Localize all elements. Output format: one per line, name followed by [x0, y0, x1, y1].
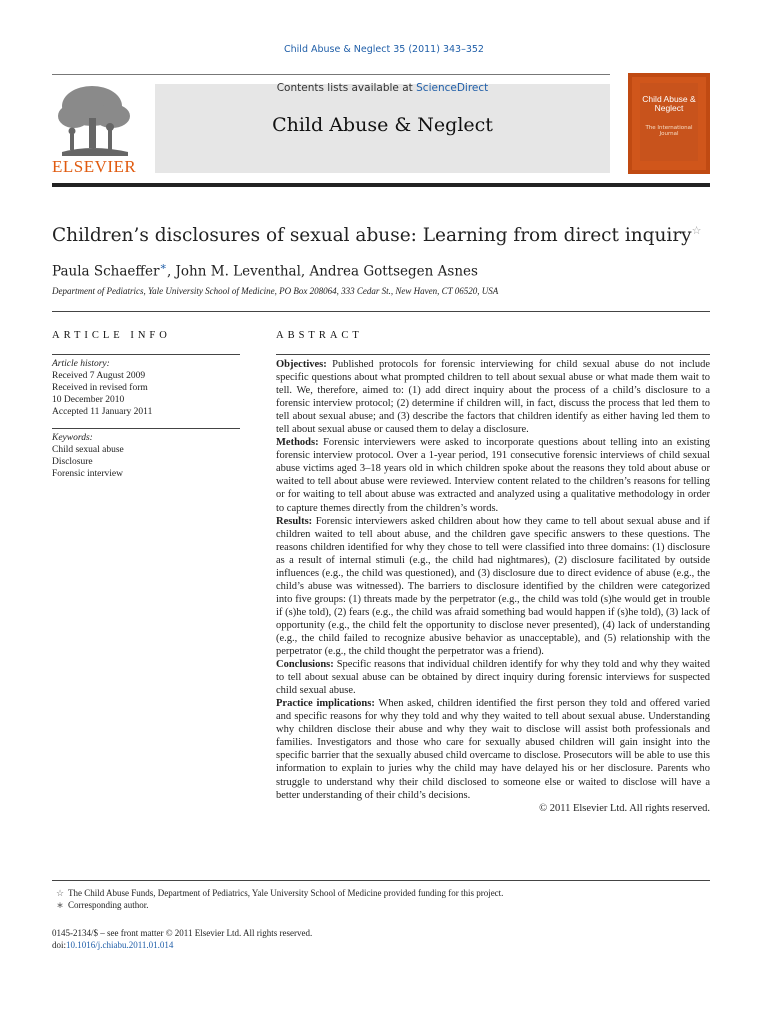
- objectives-text: Published protocols for forensic interviewing for child sexual abuse do not include specific questions about what prompted children to tell about sexual abuse or what made them wait to tell. We, therefore, aimed to: (1) add direct inquiry about the process of a child’s disclosure to a forensic interview protocol; (2) determine if children will, in fact, discuss the process that led them to tell about sexual abuse; and (3) describe the factors that children identify as either having led them to tell about sexual abuse or caused them to delay a disclosure.: [276, 359, 711, 436]
- contents-availability: [155, 82, 610, 94]
- history-label: Article history:: [52, 359, 110, 369]
- practice-label: Practice implications:: [276, 698, 375, 710]
- elsevier-wordmark[interactable]: ELSEVIER: [52, 157, 137, 176]
- conclusions-text: Specific reasons that individual children identify for why they told and why they waited to tell about sexual abuse can be obtained by direct inquiry during forensic interviews for suspected child sexual abuse.: [276, 659, 710, 697]
- corresponding-author-mark[interactable]: ∗: [159, 260, 167, 273]
- keywords: [52, 432, 240, 480]
- doi-prefix: doi:: [52, 940, 67, 950]
- author-list: [52, 260, 478, 280]
- abstract-conclusions: [276, 658, 710, 697]
- results-text: Forensic interviewers asked children about how they came to tell about sexual abuse and if children waited to tell about abuse, and the children gave specific answers to these questions. The reasons children identified for why they chose to tell were classified into three domains: (1) disclosure as a result of internal stimuli (e.g., the child had nightmares), (2) disclosure facilitated by outside influences (e.g., the child was questioned), and (3) disclosure due to direct evidence of abuse (e.g., the child’s abuse was witnessed). The barriers to disclosure identified by the children were categorized into five groups: (1) threats made by the perpetrator (e.g., the child was told (s)he would get in trouble if (s)he told), (2) fears (e.g., the child was afraid something bad would happen if (s)he told), (3) lack of opportunity (e.g., the child felt the opportunity to disclose never presented), (4) lack of understanding (e.g., the child failed to recognize abusive behavior as unacceptable), and (5) relationship with the perpetrator (e.g., the child thought the perpetrator was a friend).: [276, 515, 711, 658]
- funding-footnote: [52, 888, 503, 899]
- corresponding-footnote: [52, 900, 149, 911]
- article-info-rule: [52, 354, 240, 355]
- funding-text: The Child Abuse Funds, Department of Pediatrics, Yale University School of Medicine provided funding for this project.: [68, 888, 504, 898]
- footnote-star-mark: ☆: [55, 888, 65, 898]
- title-rule: [52, 311, 710, 312]
- results-label: Results:: [276, 515, 313, 527]
- history-item: 10 December 2010: [52, 395, 125, 405]
- doi-line: [52, 940, 173, 950]
- keywords-rule: [52, 428, 240, 429]
- keyword: Forensic interview: [52, 469, 123, 479]
- header-rule: [52, 74, 610, 75]
- abstract-rule: [276, 354, 710, 355]
- abstract-results: [276, 515, 710, 659]
- cover-panel: [640, 83, 698, 161]
- article-title: [52, 224, 732, 246]
- footnote-rule: [52, 880, 710, 881]
- header-thick-rule: [52, 183, 710, 187]
- author-1[interactable]: Paula Schaeffer: [52, 263, 160, 280]
- objectives-label: Objectives:: [276, 359, 327, 370]
- article-title-text: Children’s disclosures of sexual abuse: Learning from direct inquiry: [52, 225, 692, 247]
- sciencedirect-link[interactable]: ScienceDirect: [416, 82, 489, 94]
- title-footnote-mark[interactable]: ☆: [691, 224, 702, 237]
- affiliation: Department of Pediatrics, Yale University School of Medicine, PO Box 208064, 333 Cedar St., New Haven, CT 06520, USA: [52, 286, 499, 296]
- article-info-heading: ARTICLE INFO: [52, 330, 171, 341]
- corresponding-text: Corresponding author.: [68, 900, 149, 910]
- article-history: [52, 358, 240, 418]
- journal-name: Child Abuse & Neglect: [272, 114, 493, 136]
- journal-citation[interactable]: Child Abuse & Neglect 35 (2011) 343–352: [284, 44, 484, 55]
- abstract-methods: [276, 436, 710, 514]
- abstract-practice: [276, 697, 710, 801]
- doi-link[interactable]: 10.1016/j.chiabu.2011.01.014: [66, 940, 174, 950]
- contents-prefix: Contents lists available at: [276, 82, 417, 94]
- issn-line: 0145-2134/$ – see front matter © 2011 Elsevier Ltd. All rights reserved.: [52, 928, 313, 938]
- keywords-label: Keywords:: [52, 433, 93, 443]
- history-item: Received 7 August 2009: [52, 371, 146, 381]
- footnote-asterisk-mark: ∗: [56, 900, 64, 910]
- conclusions-label: Conclusions:: [276, 659, 334, 671]
- authors-rest: , John M. Leventhal, Andrea Gottsegen Asnes: [166, 263, 478, 280]
- practice-text: When asked, children identified the first person they told and offered varied and specific reasons for why they told and why they waited to tell about sexual abuse. Understanding why children disclose their abuse and why they wait to disclose will assist both professionals and families. Investigators and those who care for sexually abused children will gain insight into the specific barrier that the sexually abused child overcame to disclose. Prosecutors will be able to use this information to explain to juries why the child may have delayed his or her disclosure. Parents who struggle to understand why their child disclosed to someone else or waited to disclose will have a better understanding of their child’s decisions.: [276, 698, 711, 801]
- methods-text: Forensic interviewers were asked to incorporate questions about telling into an existing forensic interview protocol. Over a 1-year period, 191 consecutive forensic interviews of child sexual abuse victims aged 3–18 years old in which children spoke about the reasons they told about abuse or waited to tell about abuse were reviewed. Interview content related to the children’s reasons for telling or for waiting to tell about abuse was extracted and analyzed using a qualitative methodology in order to capture themes directly from the children’s words.: [276, 437, 711, 514]
- abstract-body: [276, 358, 710, 815]
- cover-subtitle: The International Journal: [645, 125, 693, 137]
- keyword: Child sexual abuse: [52, 445, 124, 455]
- cover-title: Child Abuse & Neglect: [642, 94, 696, 113]
- journal-cover[interactable]: [628, 73, 710, 174]
- keyword: Disclosure: [52, 457, 93, 467]
- methods-label: Methods:: [276, 437, 319, 449]
- abstract-objectives: [276, 358, 710, 436]
- history-item: Accepted 11 January 2011: [52, 407, 153, 417]
- copyright: © 2011 Elsevier Ltd. All rights reserved.: [539, 802, 710, 814]
- history-item: Received in revised form: [52, 383, 148, 393]
- abstract-heading: ABSTRACT: [276, 330, 363, 341]
